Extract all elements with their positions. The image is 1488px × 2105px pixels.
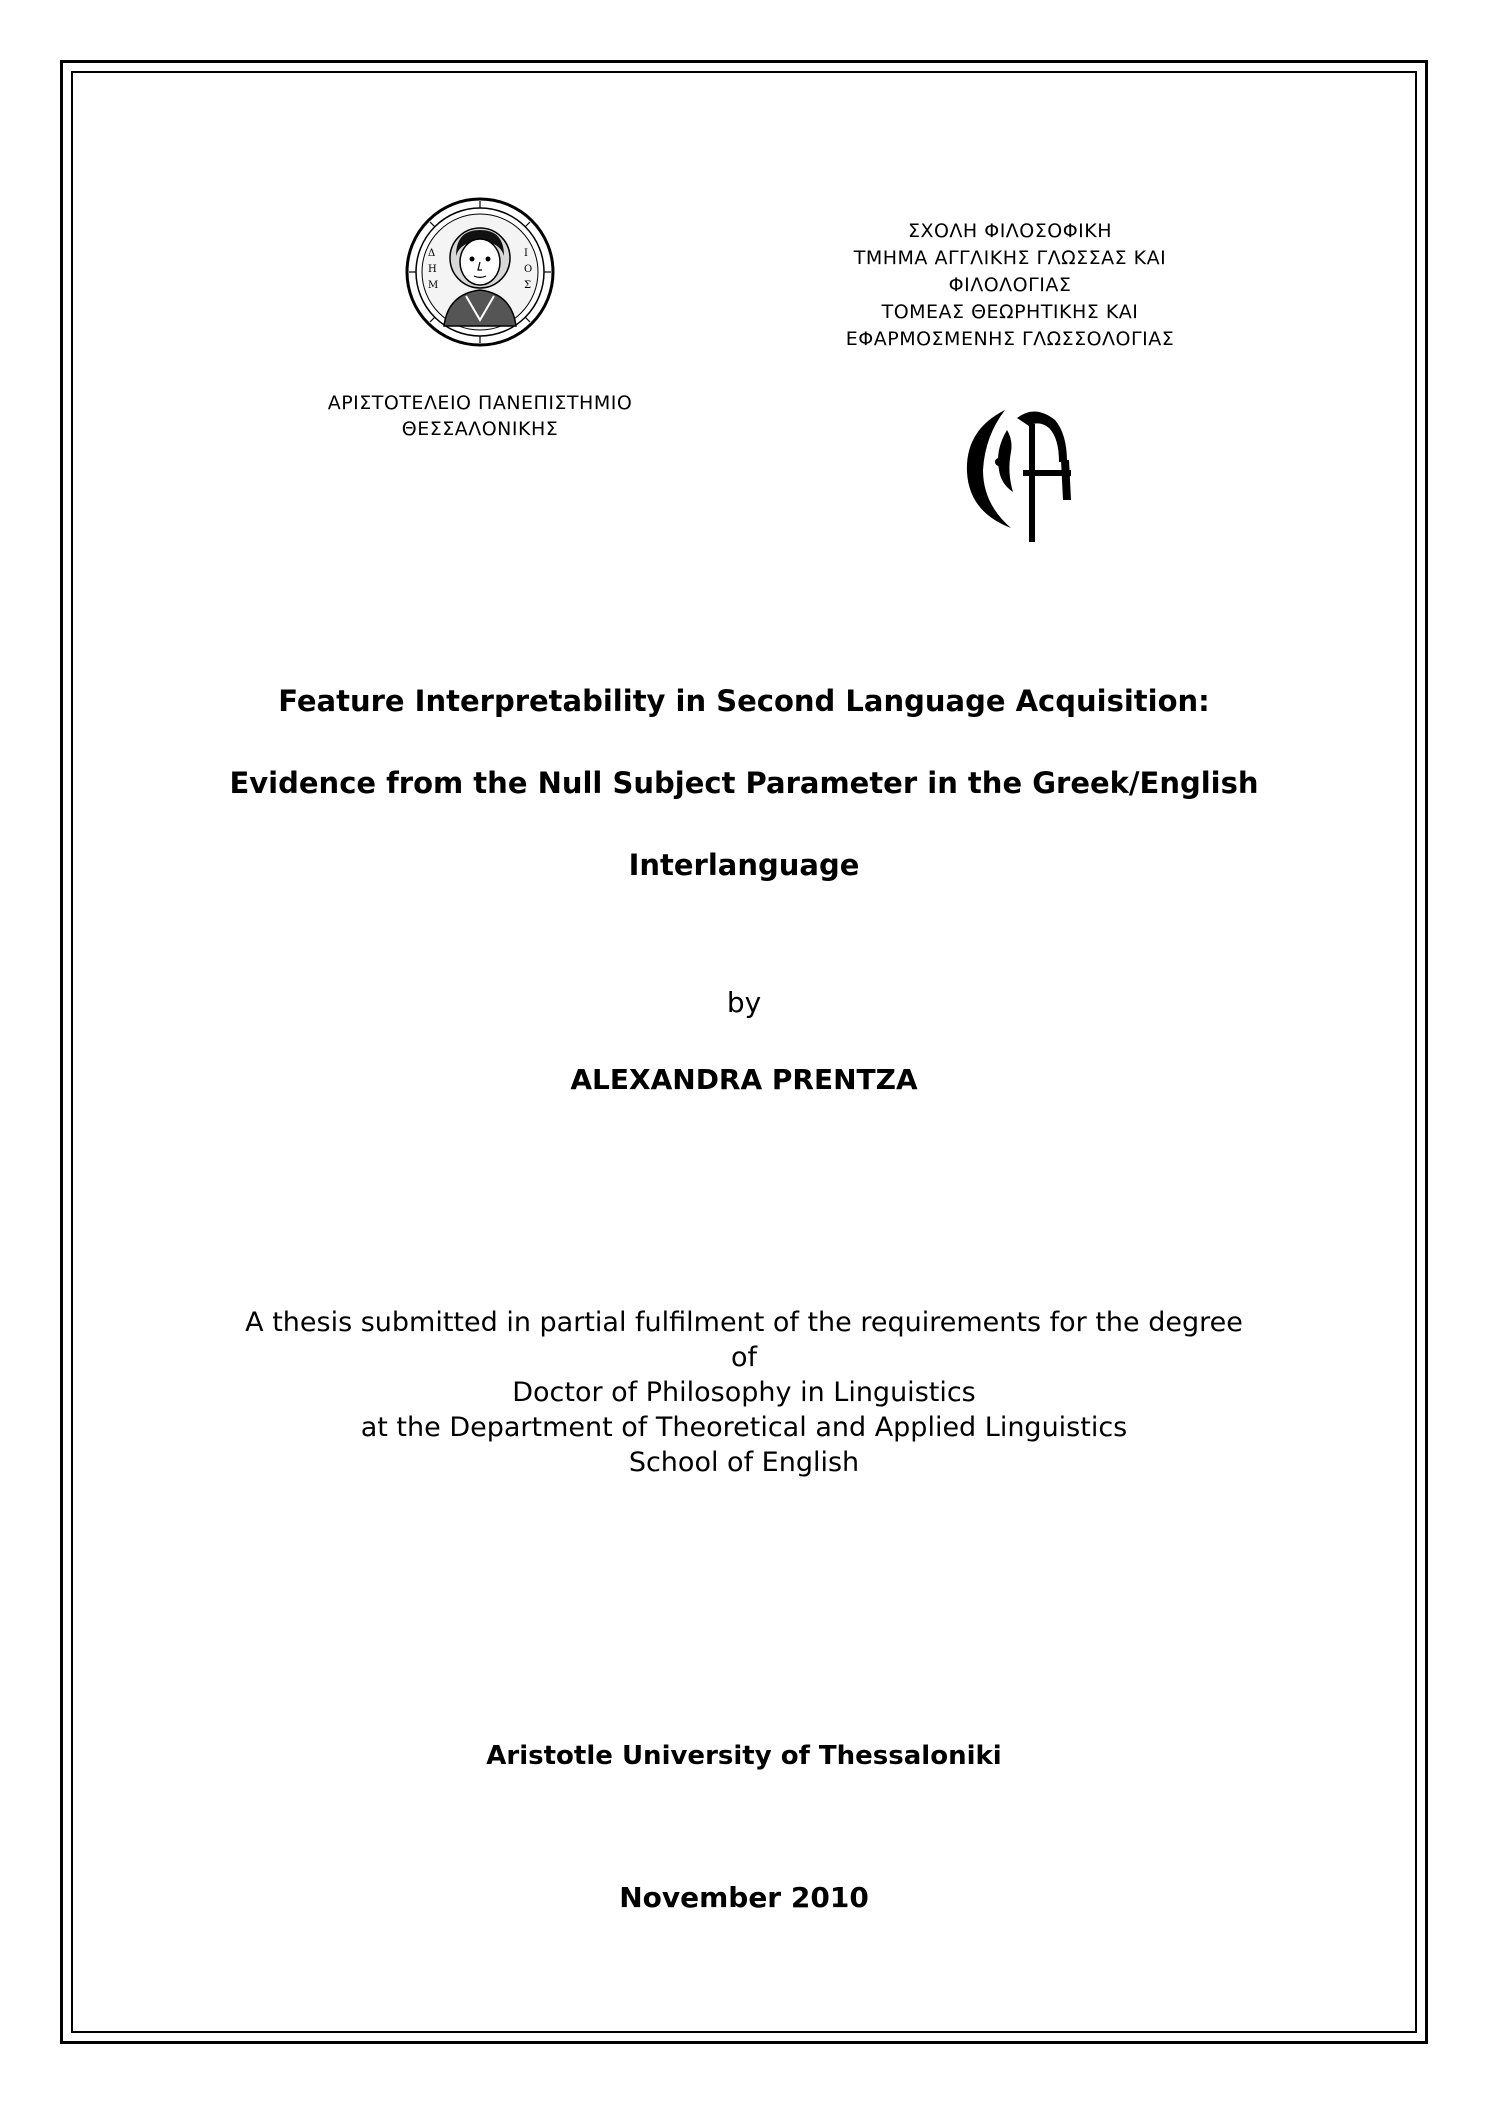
submission-statement — [140, 1305, 1348, 1480]
title-line: Evidence from the Null Subject Parameter in the Greek/English — [229, 766, 1259, 800]
school-line: ΦΙΛΟΛΟΓΙΑΣ — [948, 274, 1072, 296]
svg-text:Σ: Σ — [524, 280, 532, 291]
university-name — [240, 390, 720, 442]
school-line: ΤΜΗΜΑ ΑΓΓΛΙΚΗΣ ΓΛΩΣΣΑΣ ΚΑΙ — [853, 247, 1167, 269]
school-line: ΣΧΟΛΗ ΦΙΛΟΣΟΦΙΚΗ — [907, 220, 1113, 242]
university-seal-icon — [404, 196, 556, 348]
institution-name: Aristotle University of Thessaloniki — [486, 1741, 1002, 1771]
title-line: Interlanguage — [628, 848, 860, 882]
svg-text:Ο: Ο — [524, 264, 533, 275]
submission-line: at the Department of Theoretical and Applied Linguistics — [360, 1412, 1128, 1443]
school-line: ΕΦΑΡΜΟΣΜΕΝΗΣ ΓΛΩΣΣΟΛΟΓΙΑΣ — [845, 328, 1175, 350]
title-line: Feature Interpretability in Second Language Acquisition: — [278, 684, 1210, 718]
school-department-block — [780, 218, 1240, 353]
university-name-line: ΘΕΣΣΑΛΟΝΙΚΗΣ — [401, 418, 559, 440]
author-name: ALEXANDRA PRENTZA — [570, 1063, 918, 1096]
university-name-line: ΑΡΙΣΤΟΤΕΛΕΙΟ ΠΑΝΕΠΙΣΤΗΜΙΟ — [327, 392, 633, 414]
submission-line: A thesis submitted in partial fulfilment of the requirements for the degree — [245, 1307, 1243, 1338]
svg-text:Ι: Ι — [524, 248, 528, 259]
thesis-title — [140, 660, 1348, 906]
school-line: ΤΟΜΕΑΣ ΘΕΩΡΗΤΙΚΗΣ ΚΑΙ — [881, 301, 1139, 323]
department-logo-icon — [955, 400, 1085, 545]
submission-line: of — [730, 1342, 758, 1373]
svg-text:Μ: Μ — [428, 280, 439, 291]
submission-line: Doctor of Philosophy in Linguistics — [512, 1377, 976, 1408]
svg-text:Δ: Δ — [428, 248, 436, 259]
submission-date: November 2010 — [619, 1881, 869, 1914]
svg-text:Η: Η — [428, 264, 437, 275]
submission-line: School of English — [628, 1447, 860, 1478]
by-label: by — [726, 986, 762, 1019]
